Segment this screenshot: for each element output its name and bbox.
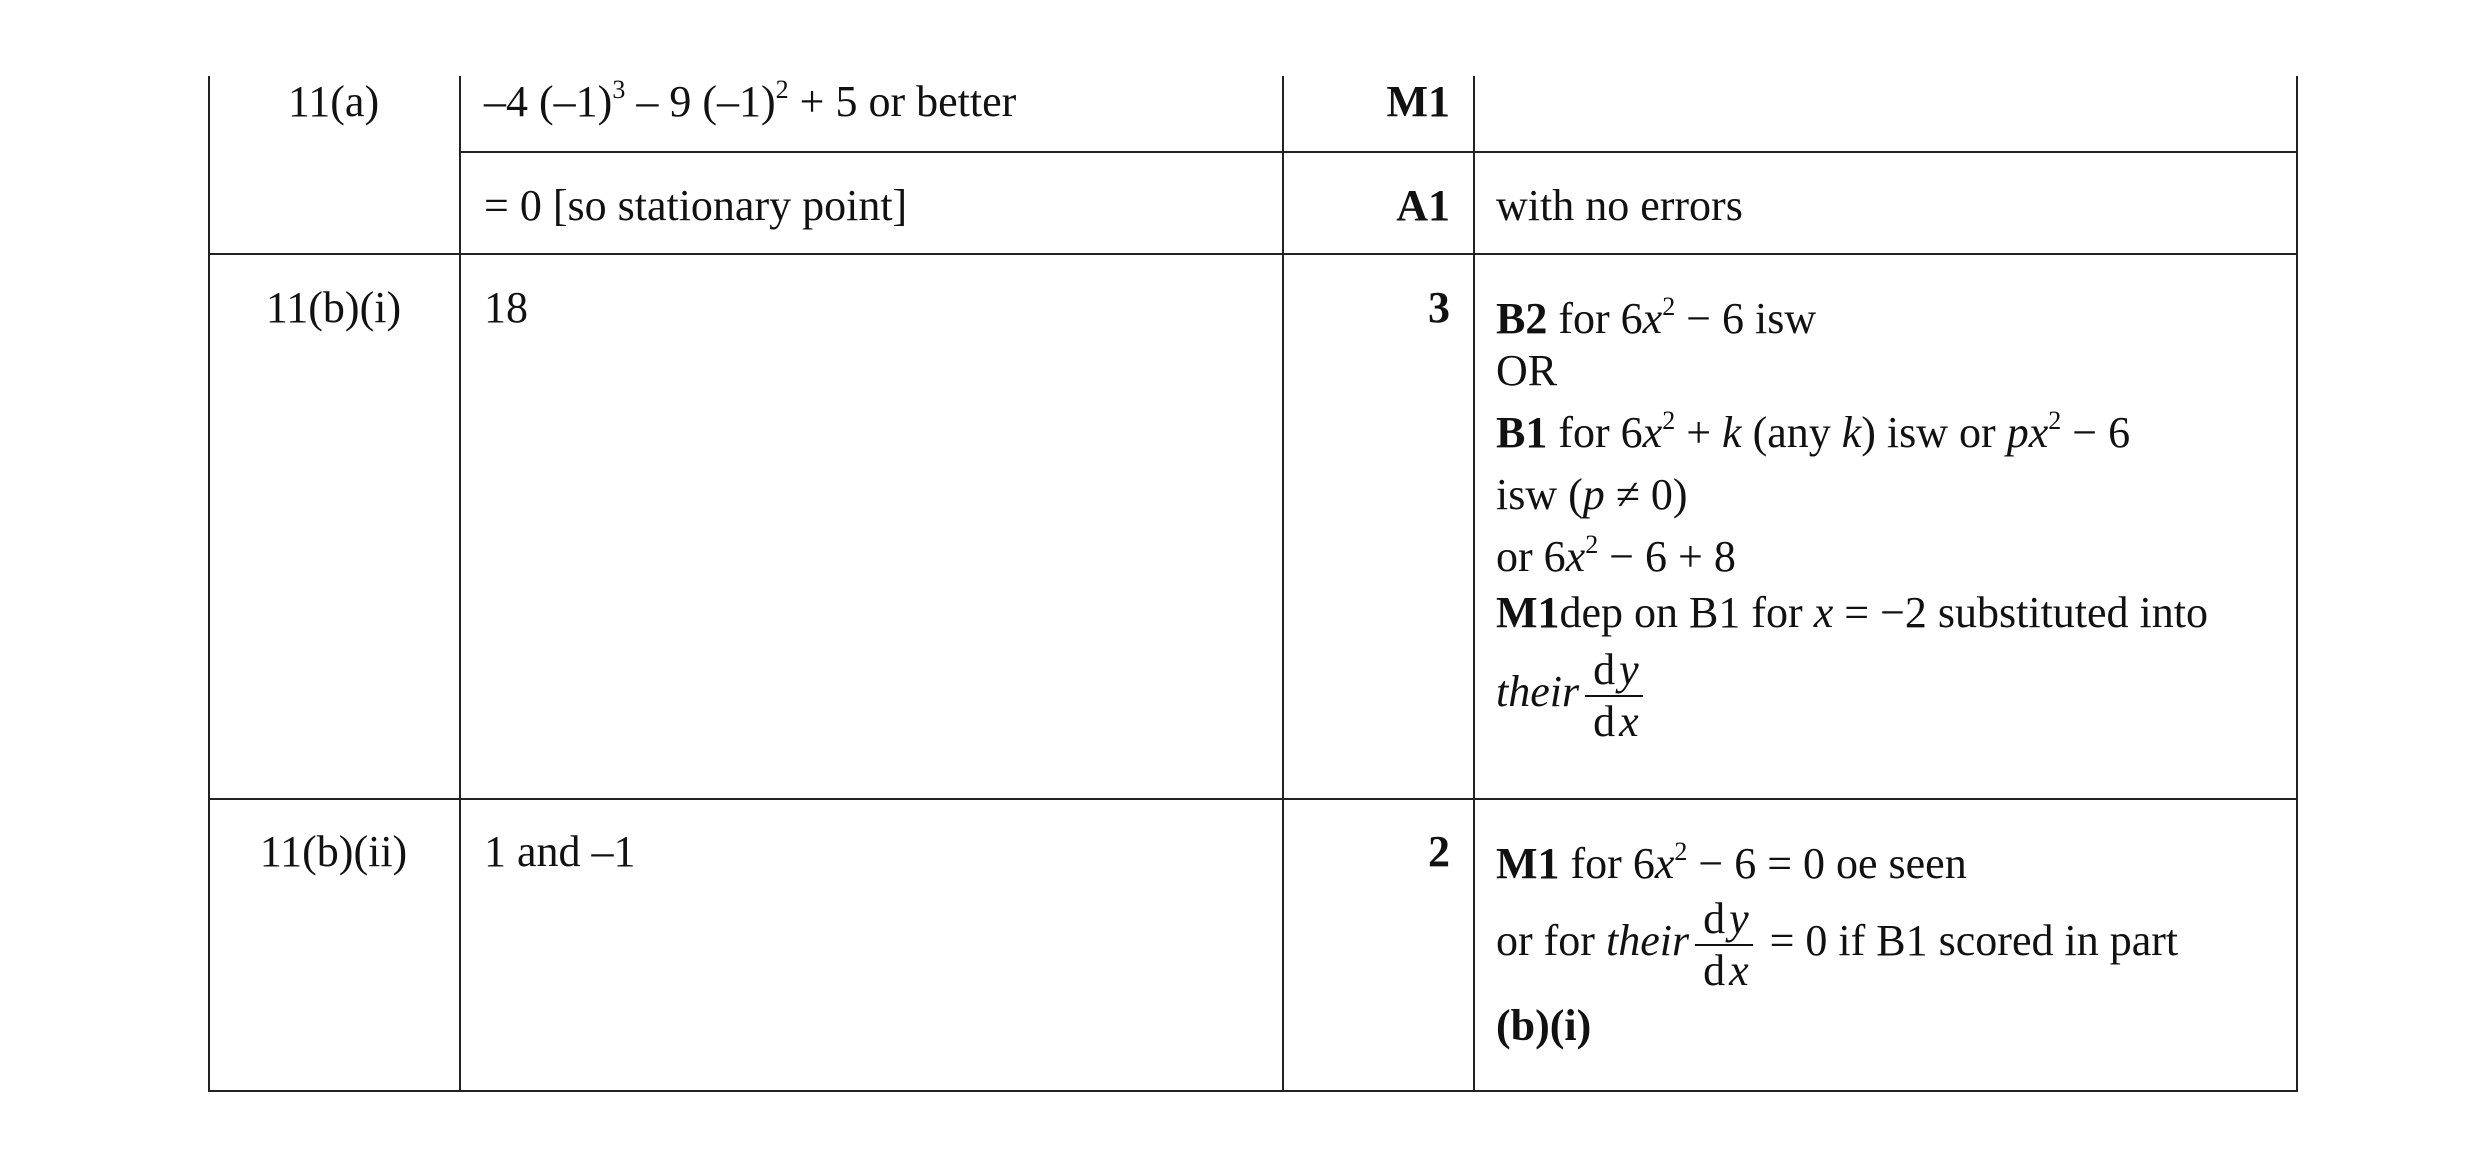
answer-cell: 18 [484,283,528,332]
exponent: 2 [1674,837,1688,867]
guidance-cell: with no errors [1496,181,1743,230]
text: (any [1741,408,1842,457]
variable: x [1654,839,1675,888]
table-border-right [2296,76,2298,1092]
answer-part: + 5 or better [788,77,1017,126]
mark-code: A1 [1396,181,1450,230]
variable: x [1642,294,1663,343]
variable: y [1619,645,1639,694]
column-divider-3 [1473,76,1475,1092]
variable: p [1582,470,1605,519]
table-border-left [208,76,210,1092]
question-label: 11(b)(i) [265,283,402,332]
text: their [1605,916,1690,966]
exponent: 2 [1585,530,1599,560]
exponent: 2 [1662,406,1676,436]
guidance-line [1496,467,2208,523]
exponent: 2 [2048,406,2062,436]
exponent: 2 [1662,292,1676,322]
row-divider-11bi-bottom [208,798,2298,800]
fraction-numerator [1695,894,1753,946]
variable: x [1813,588,1834,637]
mark-code: B1 [1496,408,1548,457]
text: their [1496,667,1580,717]
guidance-line [1496,529,2208,585]
fraction-numerator [1585,645,1643,697]
variable: x [1565,532,1586,581]
text: or 6 [1496,532,1566,581]
mark-code: M1 [1496,839,1560,888]
guidance-line [1496,894,2178,996]
question-label: 11(b)(ii) [259,827,408,876]
mark-cell [1282,824,1450,880]
answer-part: – 9 (–1) [625,77,776,126]
text: ≠ 0) [1604,470,1688,519]
text: d [1593,645,1616,694]
guidance-line [1496,645,2208,747]
guidance-cell [1496,836,2178,1054]
guidance-line [1496,291,2208,347]
guidance-line: OR [1496,346,1558,395]
mark-code: B2 [1496,294,1548,343]
row-divider-11a-bottom [208,253,2298,255]
text: = 0 if B1 scored in part [1758,916,2179,966]
column-divider-1 [459,76,461,1092]
text: for 6 [1547,294,1643,343]
dy-dx-fraction [1585,645,1643,747]
exponent: 2 [775,75,789,105]
text: + [1675,408,1723,457]
variable: x [1729,946,1749,995]
text: for 6 [1559,839,1655,888]
mark-total: 2 [1428,827,1450,876]
text: d [1703,894,1726,943]
row-divider-11a-inner [459,151,2298,153]
answer-cell: 1 and –1 [484,827,636,876]
dy-dx-fraction [1695,894,1753,996]
text: (b)(i) [1496,1001,1592,1050]
guidance-line [1496,998,2178,1054]
text: d [1593,697,1616,746]
text: or for [1496,916,1606,966]
fraction-denominator [1695,946,1753,996]
fraction-denominator [1585,697,1643,747]
mark-cell [1282,178,1450,234]
guidance-line [1496,585,2208,641]
mark-cell [1282,74,1450,130]
variable: y [1729,894,1749,943]
text: − 6 isw [1675,294,1817,343]
mark-code: M1 [1496,588,1560,637]
text: for 6 [1547,408,1643,457]
text: d [1703,946,1726,995]
text: − 6 + 8 [1598,532,1736,581]
text: − 6 = 0 oe seen [1687,839,1967,888]
mark-cell [1282,280,1450,336]
mark-total: 3 [1428,283,1450,332]
variable: px [2006,408,2049,457]
guidance-line [1496,836,2178,892]
text: = −2 substituted into [1833,588,2209,637]
variable: x [1619,697,1639,746]
text: ) isw or [1861,408,2007,457]
table-border-bottom [208,1090,2298,1092]
mark-code: M1 [1386,77,1450,126]
variable: k [1841,408,1862,457]
answer-cell: = 0 [so stationary point] [484,181,908,230]
answer-part: –4 (–1) [484,77,613,126]
text: − 6 [2061,408,2131,457]
exponent: 3 [612,75,626,105]
guidance-line [1496,405,2208,461]
variable: k [1722,408,1742,457]
text: dep on B1 for [1559,588,1814,637]
answer-cell [484,74,1016,130]
question-label: 11(a) [287,77,380,126]
variable: x [1642,408,1663,457]
text: isw ( [1496,470,1583,519]
guidance-cell [1496,291,2208,747]
